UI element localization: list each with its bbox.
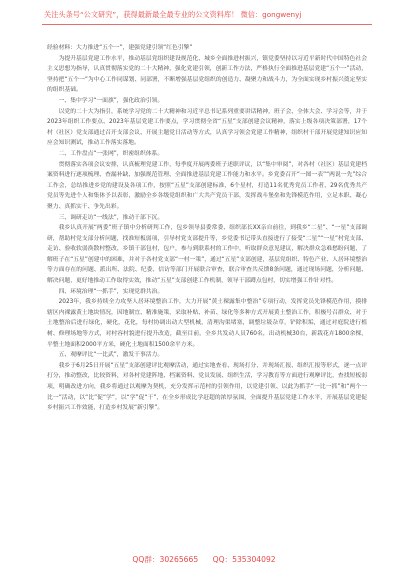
promo-banner-text: 关注头条号“公文研究”，获得最新最全最专业的公文资料库！ 微信：gongwenyj	[44, 10, 302, 19]
body-paragraph: 我乡认真开展“两委”班子镇中分析研判工作，包乡领导县委常委、组织部长XX亲自前往，到我乡“二星”、“一星”支部调研，帮助村党支部分析问题，找准短板弱项，引导村党支部提升等，乡党委书记带头直接进行了接受“二星”“一星”村党支部、走访、验收软弱涣散村整改，乡镇干部包村，包户，参与到联系村的工作中，听取群众意见建议，解决群众急难愁盼问题，了解班子在“五星”创建中的困难，并对于各村党支部“一村一策”，通过“五星”支部创建，基层党组织、特色产业、人居环境整治等方面存在的问题、派出所、法院、纪委、信访等部门开展联合审查，联合审查共反馈8条问题，通过现场问题，分析问题、解决问题，更好地推动工作取得实效，推动“五星”支部创建工作机制，领导干部蹲点包村，切实增强工作针对性。	[47, 225, 367, 285]
section-heading: 五、观摩评比“一比武”，激发干事活力。	[58, 352, 164, 359]
header-divider	[42, 24, 372, 25]
body-paragraph: 2023年，我乡持续全力攻坚人居环境整治工作，大力开展“黄土裸露集中整治”专项行动，发挥党员先锋模范作用，摸排辖区内裸露黄土地块情况，因地制宜、精准施策，采取补贴、补苗、绿化等多种方式开展黄土整治工作，积极号召群众、对于土地整治后进行绿化，硬化，花化，每村协调出动大型机械，清理沟渠堵塞，调整垃圾杂草，铲除积垢，通过对庭院进行植树、修理场地等方式，对村容村貌进行提升改造，截至目前，全乡共发动人员760名，出动机械30台，新栽花卉1800余棵，平整土地面积2000平方米，硬化土地面积1500余平方米。	[47, 299, 367, 348]
section-heading: 四、环境治理“一抓手”，实现党群共治。	[58, 288, 164, 295]
document-body	[47, 43, 367, 548]
section-heading: 一、集中学习“一面旗”，强化政治引领。	[58, 97, 164, 104]
footer-qq: QQ：535304092	[212, 555, 276, 564]
body-paragraph: 贯彻落实各项会议安排，认真梳理党建工作，每季度开展两委班子述职评议，以“集中审阅”，对各村（社区）基层党建档案资料进行逐项梳理、查漏补缺、加强规范管理、全面推进基层党建工作能力和水平。乡党委召开“一图一表”“两说一先”综合工作会，总结推进乡党的建设及各项工作，按照“五星”支部创建标准，6个星村，打造11名优秀党员工作者，29名优秀共产党员等先进个人和集体予以表彰，激励全乡各级党组织和广大共产党员干部，发挥战斗堡垒和先锋模范作用，立足本职、凝心聚力、真抓实干、争先出彩。	[47, 161, 367, 210]
section-heading: 二、工作盘点“一张网”，织密组织体系。	[58, 150, 164, 157]
document-title-line: 经验材料：大力推进“五个一”，建强党建引领“红色引擎”	[47, 45, 193, 51]
section-heading: 三、调研走访“一线法”，推动干部下沉。	[58, 214, 164, 221]
footer-qq-group: QQ群：30265665	[132, 555, 199, 564]
body-paragraph: 以党的二十大为指引，系统学习党的二十大精神和习近平总书记系列重要讲话精神，班子会、全体大会、学习会等，并于2023年组织工作要点、2023年基层党建工作要点，学习贯彻全省“五星”支部创建会议精神，落实上级各项决策部署，17个村（社区）党支部通过召开支部会议、开展主题党日活动等方式，认真学习领会党建工作精神，组织村干部开展党建知识应知应会知识测试，推动工作落实落地。	[47, 108, 367, 147]
footer-contact	[0, 554, 408, 566]
promo-banner	[44, 9, 370, 21]
body-paragraph: 为提升基层党建工作水平，推动基层党组织建设规范化、城乡全面推进村振兴，镇党委坚持以习近平新时代中国特色社会主义思想为指导，认真贯彻落实党的二十大精神，强化党建引领，创新工作方法，严格执行全面推进基层党建“五个一”活动，坚持把“五个一”为中心工作同谋划、同部署，不断增强基层党组织的创造力、凝聚力和战斗力，为全面实现乡村振兴奠定坚实的组织基础。	[47, 55, 367, 94]
body-paragraph: 我乡于6月25日开展“五星”支部创建评比观摩活动，通过实地查看、现场打分，并现场汇报、组织汇报等形式，逐一点评打分，推动整改，比较资料，对各村党建阵地、档案资料、党员发展、组织生活，学习教育等方面进行观摩评比，查找短板弱项，明确改进方向，我乡将通过以观摩为契机，充分发挥示范村的引领作用，以党建引领、以此为抓手“一比一抓”和“两个一比一”活动，以“比”促“学”，以“学”促“干”，在全乡形成比学赶超的浓厚氛围，全面提升基层党建工作水平，开展基层党建促乡村振兴工作效能，打造乡村发展“新引擎”。	[47, 362, 367, 412]
